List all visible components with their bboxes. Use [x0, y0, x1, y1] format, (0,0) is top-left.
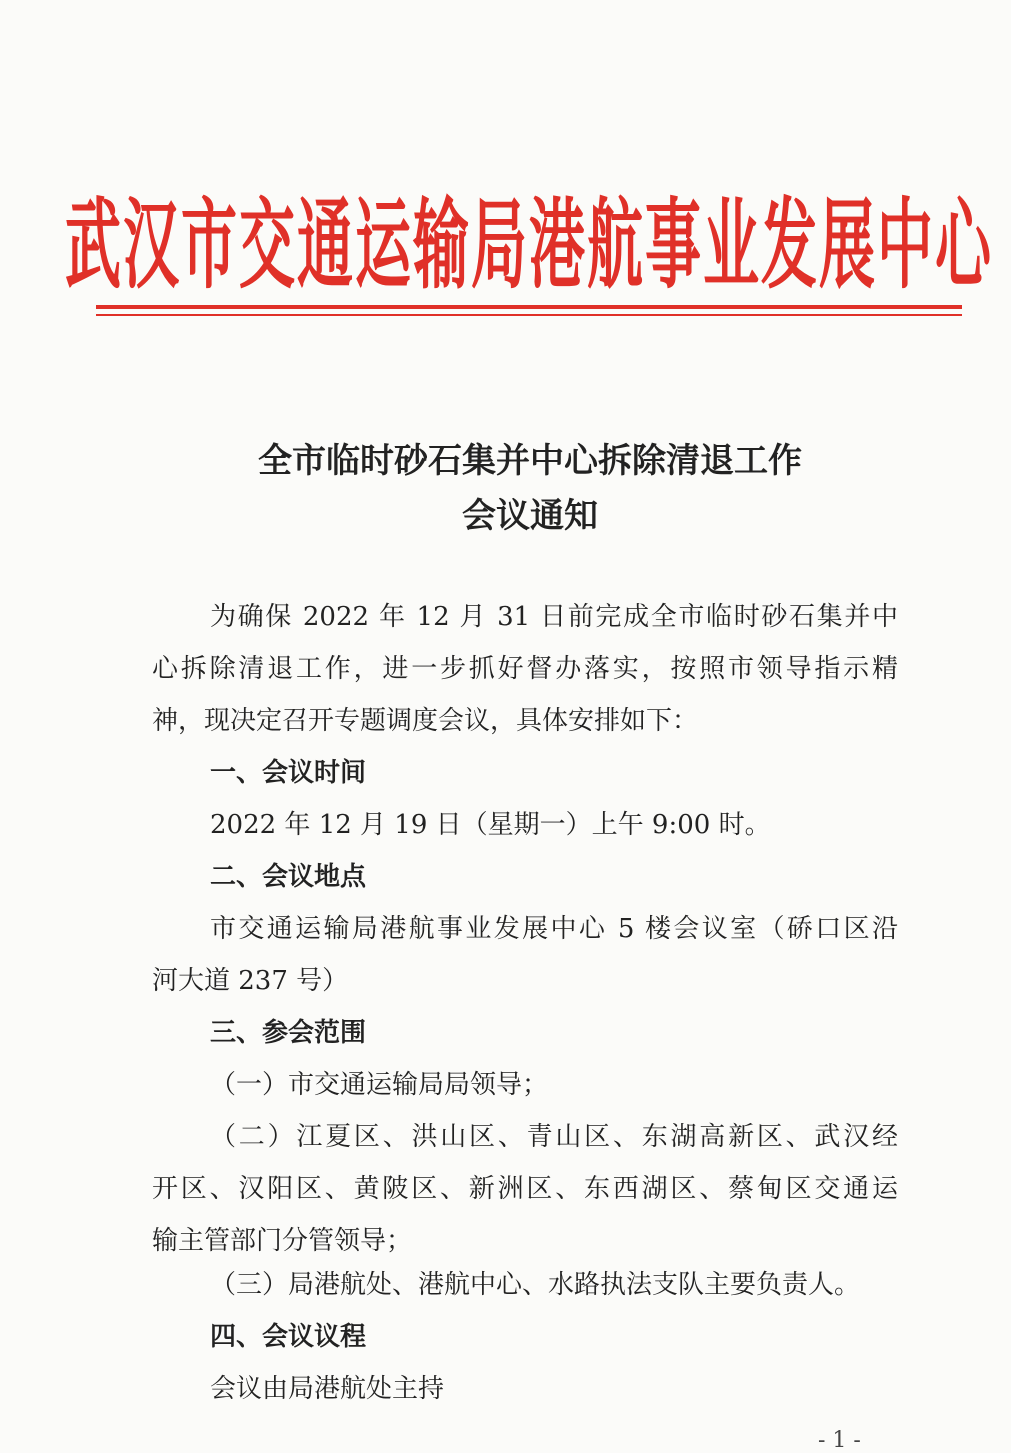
intro-line-3: 神，现决定召开专题调度会议，具体安排如下： — [152, 706, 699, 736]
scope-item-1: （一）市交通运输局局领导； — [210, 1070, 549, 1100]
intro-line-1: 为确保 2022 年 12 月 31 日前完成全市临时砂石集并中 — [210, 602, 898, 632]
letterhead-organization: 武汉市交通运输局港航事业发展中心 — [65, 189, 993, 303]
scope-item-2-line-1: （二）江夏区、洪山区、青山区、东湖高新区、武汉经 — [210, 1122, 898, 1152]
page-number: - 1 - — [818, 1428, 861, 1453]
section-location-heading: 二、会议地点 — [210, 862, 367, 892]
scope-item-3: （三）局港航处、港航中心、水路执法支队主要负责人。 — [210, 1270, 861, 1300]
section-agenda-heading: 四、会议议程 — [210, 1322, 367, 1352]
section-agenda-content: 会议由局港航处主持 — [210, 1374, 445, 1404]
section-location-line-1: 市交通运输局港航事业发展中心 5 楼会议室（硚口区沿 — [210, 914, 898, 944]
scope-item-2-line-2: 开区、汉阳区、黄陂区、新洲区、东西湖区、蔡甸区交通运 — [152, 1174, 898, 1204]
scope-item-2-line-3: 输主管部门分管领导； — [152, 1226, 413, 1256]
letterhead-rule-thin — [96, 314, 962, 316]
section-location-line-2: 河大道 237 号） — [152, 966, 349, 996]
intro-line-2: 心拆除清退工作，进一步抓好督办落实，按照市领导指示精 — [152, 654, 898, 684]
letterhead-rule-thick — [96, 305, 962, 309]
letterhead — [65, 168, 993, 308]
document-title-line2: 会议通知 — [462, 496, 598, 536]
section-time-content: 2022 年 12 月 19 日（星期一）上午 9:00 时。 — [210, 810, 771, 840]
document-title-line1: 全市临时砂石集并中心拆除清退工作 — [258, 441, 802, 481]
section-scope-heading: 三、参会范围 — [210, 1018, 367, 1048]
section-time-heading: 一、会议时间 — [210, 758, 367, 788]
